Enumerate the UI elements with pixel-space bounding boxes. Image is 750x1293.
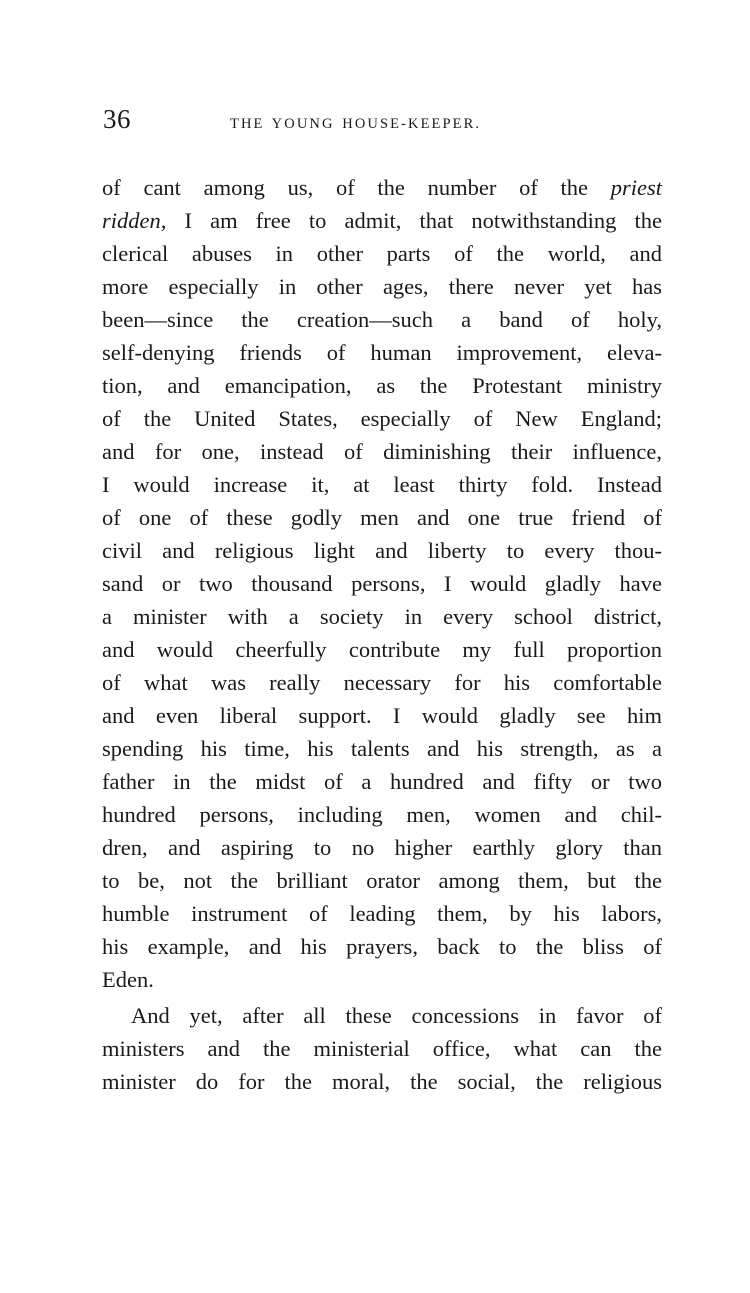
text-line: of the United States, especially of New England; — [102, 406, 662, 431]
text-line: tion, and emancipation, as the Protestant ministry — [102, 373, 662, 398]
text-line: I would increase it, at least thirty fold. Instead — [102, 472, 662, 497]
text-line — [102, 204, 662, 237]
text-line: civil and religious light and liberty to every thou- — [102, 538, 662, 563]
text-line: been—since the creation—such a band of holy, — [102, 307, 662, 332]
italic-text: priest — [610, 175, 662, 200]
italic-text: ridden, — [102, 208, 167, 233]
text-line: spending his time, his talents and his strength, as a — [102, 736, 662, 761]
text-line: dren, and aspiring to no higher earthly glory than — [102, 835, 662, 860]
text-line: a minister with a society in every school district, — [102, 604, 662, 629]
text-line: to be, not the brilliant orator among them, but the — [102, 868, 662, 893]
running-title: THE YOUNG HOUSE-KEEPER. — [230, 116, 482, 132]
text-line: ministers and the ministerial office, what can the — [102, 1036, 662, 1061]
text-line: Eden. — [102, 967, 154, 992]
text-line: and even liberal support. I would gladly see him — [102, 703, 662, 728]
text-line: of one of these godly men and one true friend of — [102, 505, 662, 530]
text-line — [102, 171, 662, 204]
text-line: hundred persons, including men, women and chil- — [102, 802, 662, 827]
text-line: father in the midst of a hundred and fifty or two — [102, 769, 662, 794]
text-run: of cant among us, of the number of the — [102, 175, 611, 200]
text-run: I am free to admit, that notwithstanding the — [166, 208, 662, 233]
text-line: and would cheerfully contribute my full proportion — [102, 637, 662, 662]
text-line: clerical abuses in other parts of the world, and — [102, 241, 662, 266]
text-line: more especially in other ages, there never yet has — [102, 274, 662, 299]
text-line: his example, and his prayers, back to the bliss of — [102, 934, 662, 959]
body-text — [102, 171, 662, 1098]
text-line: of what was really necessary for his comfortable — [102, 670, 662, 695]
page-number: 36 — [103, 104, 131, 134]
running-head — [103, 104, 663, 144]
text-line: And yet, after all these concessions in favor of — [131, 1003, 662, 1028]
text-line: self-denying friends of human improvement, eleva- — [102, 340, 662, 365]
text-line: humble instrument of leading them, by his labors, — [102, 901, 662, 926]
text-line: sand or two thousand persons, I would gladly have — [102, 571, 662, 596]
text-line: and for one, instead of diminishing their influence, — [102, 439, 662, 464]
text-line: minister do for the moral, the social, the religious — [102, 1069, 662, 1094]
